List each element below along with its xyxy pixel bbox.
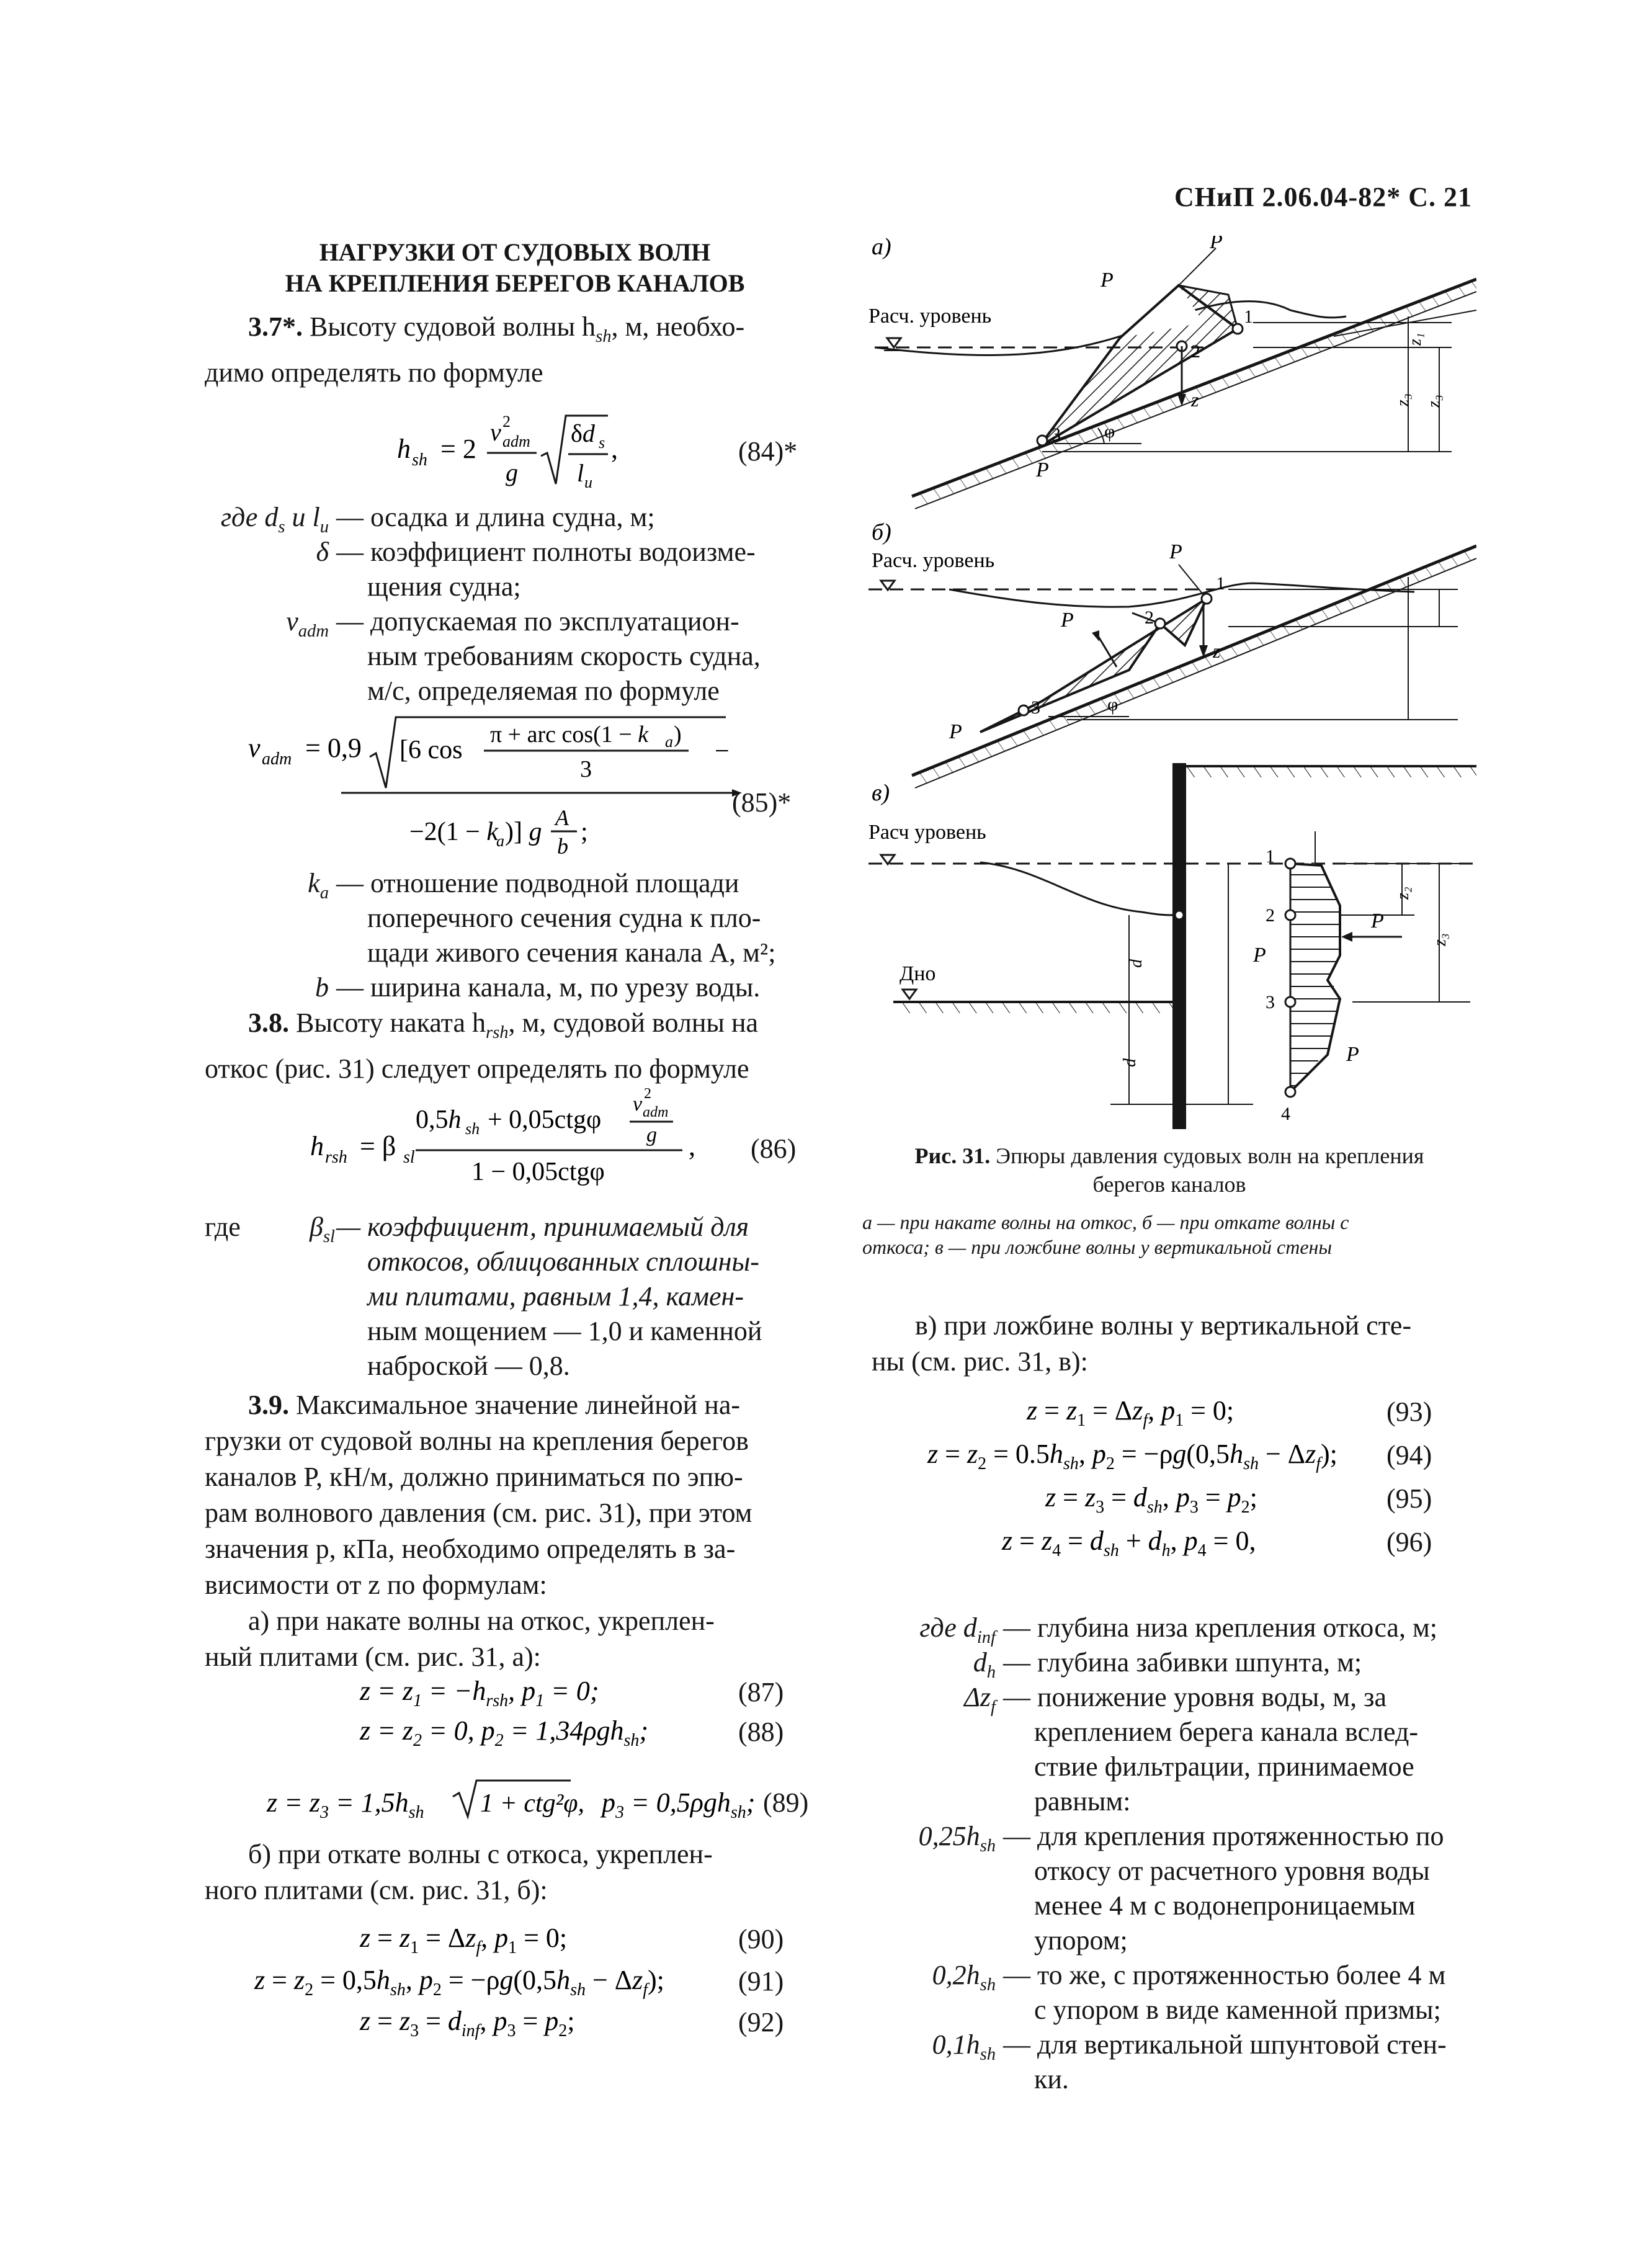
case-b-intro [205,1836,813,1908]
fig-label-P2: P [1253,944,1266,967]
case-c-intro [872,1308,1455,1380]
caption-sub: а — при накате волны на откос, б — при откате волны с [862,1211,1349,1233]
figure-part-b [868,519,1476,788]
clause-number: 3.9. [248,1390,289,1420]
section-title-line: НАГРУЗКИ ОТ СУДОВЫХ ВОЛН [319,238,711,266]
fig-label-P3: P [949,720,962,743]
figure-part-a [868,236,1476,509]
def-text: — понижение уровня воды, м, за [1003,1682,1387,1712]
caption-text: Эпюры давления судовых волн на крепления [996,1143,1424,1168]
svg-text:= 2: = 2 [440,434,476,464]
fig-label-P3: P [1346,1043,1359,1066]
svg-text:z = z3 = dinf, p3 = p2;: $z = z_3 = d_{inf}$, $p_3 = p_2$; [360,2006,575,2040]
fig-label-P: P [1371,910,1384,932]
svg-text:v: v [633,1093,643,1115]
def-text: — для крепления протяженностью по [1003,1821,1444,1851]
node-1: 1 [1244,306,1253,327]
fig-letter: в) [872,780,890,806]
def-symbol: $v_{adm}$ [286,606,329,641]
def-text: ствие фильтрации, принимаемое [1034,1751,1414,1782]
definitions-84 [205,500,819,680]
definitions-93-96 [872,1611,1467,2181]
svg-text:d: d [1127,959,1146,968]
definitions-85 [205,866,819,1015]
def-text: щади живого сечения канала A, м²; [367,937,776,968]
node-3: 3 [1031,697,1040,718]
svg-text:l: l [577,459,584,487]
def-text: откосов, облицованных сплошны- [367,1246,759,1277]
design-level-label: Расч. уровень [872,549,995,572]
clause-text: Максимальное значение линейной на- [296,1390,741,1420]
clause-3-9 [205,1387,813,1675]
def-symbol: $\beta_{sl}$ [310,1212,335,1246]
fig-label-P2: P [1169,540,1182,563]
caption-title [862,1142,1476,1170]
clause-text: Высоту наката h [296,1008,486,1038]
svg-text:δd: δd [571,419,595,447]
figure-caption [862,1142,1476,1259]
svg-text:z₃: z₃ [1393,393,1413,406]
svg-text:a: a [496,832,504,850]
bottom-label: Дно [900,962,936,985]
def-symbol: где $d_{inf}$ [919,1612,996,1647]
clause-number: 3.8. [248,1008,289,1038]
node-3: 3 [1266,992,1275,1012]
equation-number: (87) [738,1677,784,1707]
svg-text:): ) [674,722,682,748]
svg-text:sl: sl [403,1148,415,1167]
equations-87-89 [205,1675,819,1836]
svg-text:p3 = 0,5ρghsh;: $p_3 = 0,5\rho gh_{sh}$; [602,1787,756,1822]
equation-85 [248,707,825,869]
def-symbol: $0,25h_{sh}$ [918,1821,996,1856]
where-word: где [205,1212,241,1242]
equation-number: (88) [738,1717,784,1747]
svg-text:z = z1 = Δzf, p1 = 0;: $z = z_1 = \Delta z_f$, $p_1 = 0$; [1027,1395,1235,1430]
def-text: — отношение подводной площади [336,868,739,898]
svg-text:1 + ctg²φ,: 1 + ctg²φ, [480,1789,584,1818]
svg-text:z = z3 = dsh, p3 = p2;: $z = z_3 = d_{sh}$, $p_3 = p_2$; [1045,1482,1257,1517]
svg-text:b: b [557,834,568,859]
def-symbol: b [315,972,329,1003]
node-4: 4 [1281,1104,1290,1124]
clause-text: в) при ложбине волны у вертикальной сте- [915,1310,1412,1341]
def-text: наброской — 0,8. [367,1351,570,1381]
svg-text:,: , [689,1131,695,1161]
caption-sub: откоса; в — при ложбине волны у вертикальной стены [862,1236,1333,1258]
svg-text:h: h [397,434,411,464]
node-2: 2 [1191,341,1200,362]
clause-3-8-intro [205,1005,813,1087]
figure-31 [856,236,1476,1129]
svg-text:z₁: z₁ [1406,333,1425,346]
svg-text:z₂: z₂ [1393,887,1413,900]
fig-letter: а) [872,236,891,260]
svg-text:−2(1 − k: −2(1 − k [409,818,499,846]
equation-84 [397,397,819,496]
def-text: ми плитами, равным 1,4, камен- [367,1281,744,1312]
def-text: — осадка и длина судна, м; [336,502,655,532]
def-text: ки. [1034,2064,1069,2094]
svg-text:2: 2 [502,413,511,431]
equations-93-96 [872,1390,1455,1570]
definition-beta [205,1210,819,1390]
svg-text:+ 0,05ctgφ: + 0,05ctgφ [488,1106,602,1134]
svg-text:z = z3 = 1,5hsh: $z = z_3 = 1,5h_{sh}$ [267,1787,424,1822]
equation-number: (92) [738,2007,784,2037]
def-text: равным: [1034,1786,1131,1817]
def-text: откосу от расчетного уровня воды [1034,1856,1430,1886]
svg-text:2: 2 [644,1086,651,1102]
def-text: — коэффициент, принимаемый для [336,1212,749,1242]
angle-phi: φ [1104,421,1115,442]
svg-text:g: g [506,458,518,486]
svg-text:1 − 0,05ctgφ: 1 − 0,05ctgφ [471,1158,605,1186]
def-text: креплением берега канала вслед- [1034,1717,1419,1747]
equations-87-89-graphic [205,1675,819,1836]
equation-number: (95) [1386,1483,1432,1514]
def-text: — то же, с протяженностью более 4 м [1003,1960,1446,1990]
def-text: — ширина канала, м, по урезу воды. [336,972,761,1003]
caption-number: Рис. 31. [914,1143,991,1168]
design-level-label: Расч. уровень [868,305,992,328]
equation-number: (86) [751,1133,797,1164]
clause-text: грузки от судовой волны на крепления берегов [205,1426,749,1456]
def-text: упором; [1034,1925,1128,1955]
def-text: ным требованиям скорость судна, [367,641,761,671]
design-level-label: Расч уровень [868,821,986,844]
def-text: ным мощением — 1,0 и каменной [367,1316,762,1346]
equations-93-96-graphic [872,1390,1455,1570]
def-symbol: $\Delta z_f$ [964,1682,996,1717]
equation-number: (84)* [738,436,798,467]
equation-number: (96) [1386,1527,1432,1557]
def-symbol: $k_a$ [308,868,329,903]
clause-text: ны (см. рис. 31, в): [872,1346,1088,1377]
document-header: СНиП 2.06.04-82* С. 21 [1174,182,1472,212]
svg-text:z = z4 = dsh + dh, p4 = 0,: $z = z_4 = d_{sh} + d_h$, $p_4 = 0$, [1002,1526,1256,1560]
svg-text:h: h [310,1131,324,1161]
def-symbol: где $d_s$ и $l_u$ [220,502,329,537]
equation-number: (94) [1386,1440,1432,1470]
svg-text:adm: adm [262,749,292,769]
clause-text: рам волнового давления (см. рис. 31), при этом [205,1498,752,1528]
def-text: — допускаемая по эксплуатацион- [336,606,739,637]
fig-label-P: P [1101,269,1114,292]
svg-text:[6 cos: [6 cos [400,736,463,764]
def-symbol: δ [316,537,329,567]
def-text: менее 4 м с водонепроницаемым [1034,1890,1416,1921]
def-symbol: $0,1h_{sh}$ [932,2029,996,2064]
svg-text:,: , [611,434,618,464]
equation-number: (90) [738,1924,784,1954]
axis-z: z [1213,640,1221,662]
def-symbol: $0,2h_{sh}$ [932,1960,996,1995]
equations-90-92-graphic [205,1917,819,2060]
svg-text:z = z1 = −hrsh, p1 = 0;: $z = z_1 = -h_{rsh}$, $p_1 = 0$; [360,1676,599,1710]
svg-text:z = z2 = 0, p2 = 1,34ρghsh;: $z = z_2 = 0$, $p_2 = 1,34\rho gh_{sh}$; [360,1715,649,1750]
equation-number: (93) [1386,1397,1432,1427]
svg-text:z = z2 = 0.5hsh, p2 = −ρg(0,5h: $z = z_2 = 0.5h_{sh}$, $p_2 = -\rho g(0,5h_{sh} - \Delta z_f)$; [927,1439,1337,1473]
svg-text:z = z2 = 0,5hsh, p2 = −ρg(0,5h: $z = z_2 = 0,5h_{sh}$, $p_2 = -\rho g(0,5h_{sh} - \Delta z_f)$; [254,1965,664,2000]
svg-text:0,5h: 0,5h [416,1106,462,1134]
svg-text:v: v [490,418,501,446]
svg-text:d: d [1120,1058,1140,1067]
equations-90-92 [205,1917,819,2060]
def-text: — глубина забивки шпунта, м; [1003,1647,1362,1678]
def-text: — коэффициент полноты водоизме- [336,537,756,567]
def-text: — глубина низа крепления откоса, м; [1003,1612,1438,1643]
clause-text: , м, судовой волны на [508,1008,759,1038]
clause-text: Высоту судовой волны h [310,311,596,342]
svg-text:g: g [646,1124,657,1146]
node-2: 2 [1266,905,1275,926]
svg-text:−: − [715,737,730,766]
equation-number: (89) [763,1787,809,1818]
sub: rsh [485,1022,509,1042]
figure-31-graphic [856,236,1476,1129]
clause-text: б) при откате волны с откоса, укреплен- [248,1839,713,1869]
clause-text: откос (рис. 31) следует определять по формуле [205,1053,749,1084]
equation-number: (91) [738,1966,784,1996]
clause-text: , м, необхо- [611,311,745,342]
svg-text:adm: adm [502,432,530,450]
clause-text: каналов P, кН/м, должно приниматься по эпю- [205,1462,743,1492]
fig-label-P3: P [1036,458,1049,481]
clause-number: 3.7*. [248,311,303,342]
fig-label-P2: P [1210,236,1223,253]
svg-text:)] g: )] g [505,818,542,846]
caption-text: берегов каналов [1092,1172,1246,1197]
clause-text: димо определять по формуле [205,357,543,388]
sub: sh [596,326,612,346]
clause-text: висимости от z по формулам: [205,1570,547,1600]
def-text: м/с, определяемая по формуле [367,676,720,706]
clause-text: ного плитами (см. рис. 31, б): [205,1875,548,1905]
equation-86 [310,1086,819,1197]
def-text: щения судна; [367,571,521,602]
svg-text:π + arc cos(1 − k: π + arc cos(1 − k [490,722,649,748]
svg-text:A: A [555,805,569,830]
svg-text:adm: adm [643,1104,669,1120]
clause-text: а) при накате волны на откос, укреплен- [248,1606,715,1636]
axis-z: z [1191,388,1199,411]
fig-label-P: P [1061,609,1074,632]
node-3: 3 [1051,424,1061,445]
figure-part-c [868,763,1476,1129]
svg-text:3: 3 [580,756,592,782]
svg-text:= 0,9: = 0,9 [305,733,362,763]
svg-text:z₃: z₃ [1424,395,1444,408]
section-title-line: НА КРЕПЛЕНИЯ БЕРЕГОВ КАНАЛОВ [285,269,745,297]
svg-text:s: s [599,434,605,452]
svg-text:z₃: z₃ [1431,933,1450,946]
svg-text:;: ; [581,818,588,846]
svg-text:v: v [248,733,261,763]
angle-phi: φ [1107,694,1118,715]
def-symbol: $d_h$ [973,1647,996,1682]
svg-text:sh: sh [465,1120,480,1138]
node-1: 1 [1216,573,1225,594]
svg-text:z = z1 = Δzf, p1 = 0;: $z = z_1 = \Delta z_f$, $p_1 = 0$; [360,1923,568,1957]
clause-text: ный плитами (см. рис. 31, а): [205,1642,541,1672]
fig-letter: б) [872,519,891,545]
equation-number: (85)* [732,787,792,818]
def-text: — для вертикальной шпунтовой стен- [1003,2029,1447,2060]
clause-3-7-intro [205,309,813,391]
equation-86-graphic [310,1086,819,1197]
node-2: 2 [1145,607,1154,628]
node-1: 1 [1266,846,1275,867]
def-text: поперечного сечения судна к пло- [367,903,761,933]
svg-text:sh: sh [412,450,427,470]
svg-text:rsh: rsh [325,1148,347,1167]
def-text: с упором в виде каменной призмы; [1034,1995,1441,2025]
svg-text:a: a [665,733,673,751]
svg-text:= β: = β [360,1131,396,1161]
clause-text: значения p, кПа, необходимо определять в за- [205,1534,736,1564]
svg-text:u: u [584,473,592,491]
section-title [254,237,775,299]
